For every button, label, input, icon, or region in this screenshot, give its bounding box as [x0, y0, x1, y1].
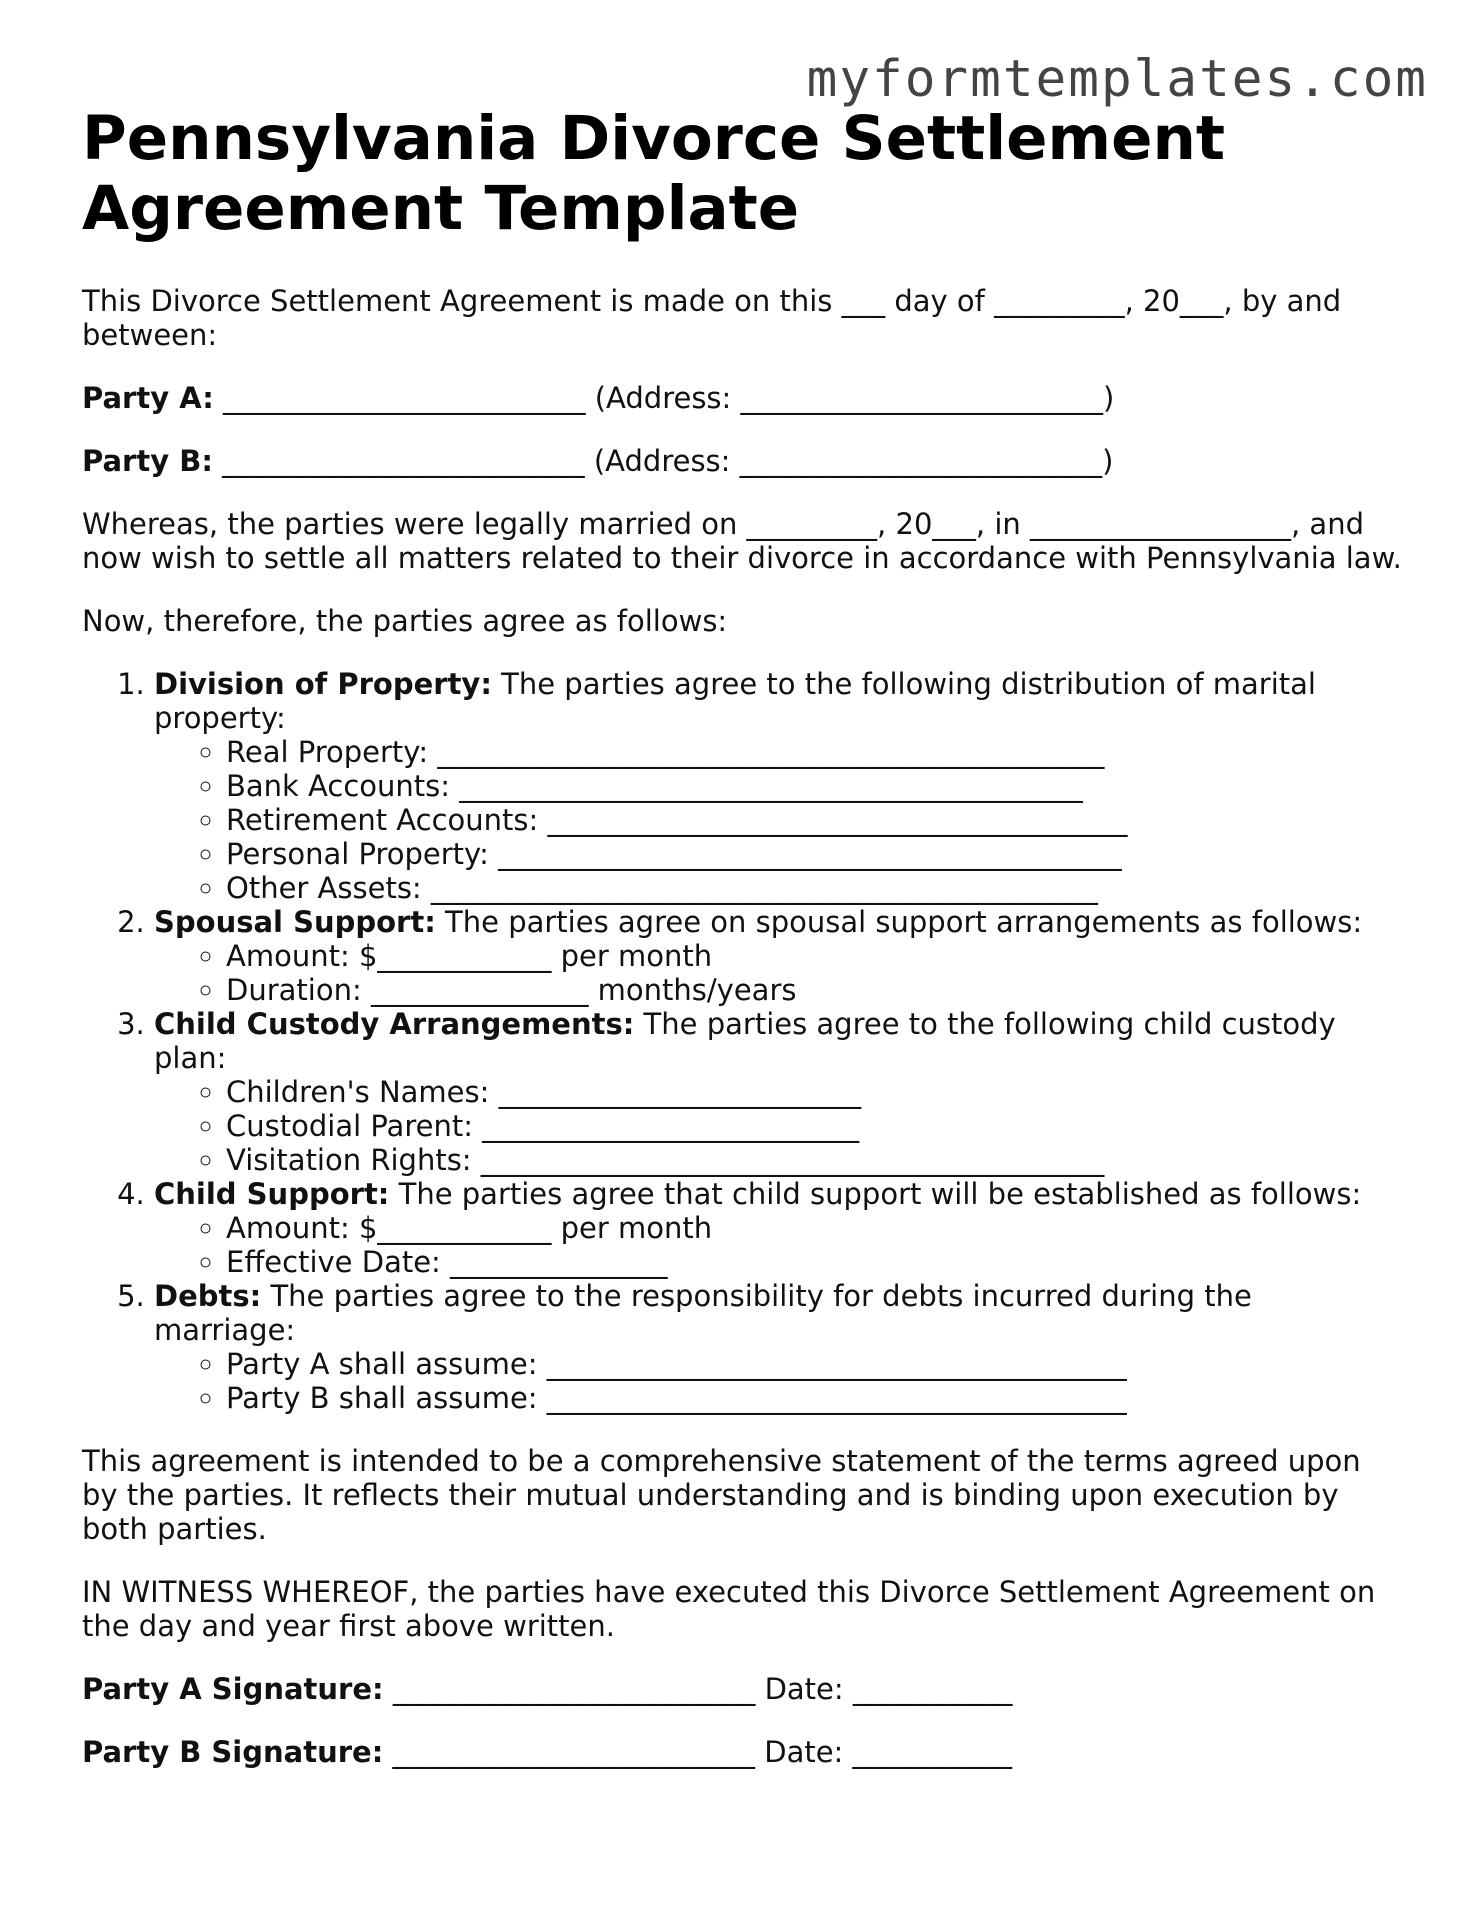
list-item: ◦ Party B shall assume: ________________________________________ — [226, 1381, 1402, 1415]
term-items — [154, 735, 1402, 905]
term-heading: Child Support: — [154, 1177, 390, 1211]
term-text: The parties agree on spousal support arrangements as follows: — [435, 905, 1363, 939]
closing-paragraph: This agreement is intended to be a comprehensive statement of the terms agreed upon by the parties. It reflects their mutual understanding and is binding upon execution by both parties. — [82, 1444, 1361, 1546]
term-text: The parties agree that child support will be established as follows: — [389, 1177, 1362, 1211]
term-items — [154, 1211, 1402, 1279]
intro-paragraph: This Divorce Settlement Agreement is made on this ___ day of _________, 20___, by and between: — [82, 284, 1342, 352]
list-item: ◦ Visitation Rights: ___________________________________________ — [226, 1143, 1402, 1177]
term-items — [154, 1347, 1402, 1415]
term-heading: Child Custody Arrangements: — [154, 1007, 635, 1041]
term-child-support — [154, 1177, 1402, 1279]
now-therefore-paragraph: Now, therefore, the parties agree as follows: — [82, 604, 728, 638]
list-item: ◦ Children's Names: _________________________ — [226, 1075, 1402, 1109]
term-text: The parties agree to the following child custody plan: — [154, 1007, 1336, 1075]
page-title: Pennsylvania Divorce Settlement Agreement Template — [82, 103, 1226, 244]
term-items — [154, 939, 1402, 1007]
list-item: ◦ Real Property: ______________________________________________ — [226, 735, 1402, 769]
list-item: ◦ Other Assets: ______________________________________________ — [226, 871, 1402, 905]
party-a-signature-line — [82, 1672, 1402, 1706]
list-item: ◦ Amount: $____________ per month — [226, 939, 1402, 973]
terms-list — [82, 667, 1402, 1415]
party-b-fields: _________________________ (Address: _________________________) — [212, 444, 1114, 478]
party-b-signature-line — [82, 1735, 1402, 1769]
term-text: The parties agree to the following distribution of marital property: — [154, 667, 1316, 735]
term-heading: Debts: — [154, 1279, 262, 1313]
party-b-signature-fields: _________________________ Date: ___________ — [383, 1735, 1013, 1769]
witness-paragraph: IN WITNESS WHEREOF, the parties have executed this Divorce Settlement Agreement on the day and year first above written. — [82, 1575, 1376, 1643]
list-item: ◦ Duration: _______________ months/years — [226, 973, 1402, 1007]
term-child-custody — [154, 1007, 1402, 1177]
term-division-of-property — [154, 667, 1402, 905]
list-item: ◦ Effective Date: _______________ — [226, 1245, 1402, 1279]
list-item: ◦ Custodial Parent: __________________________ — [226, 1109, 1402, 1143]
list-item: ◦ Bank Accounts: ___________________________________________ — [226, 769, 1402, 803]
party-b-signature-label: Party B Signature: — [82, 1735, 384, 1769]
term-items — [154, 1075, 1402, 1177]
list-item: ◦ Personal Property: ___________________________________________ — [226, 837, 1402, 871]
whereas-paragraph: Whereas, the parties were legally married on _________, 20___, in __________________, and now wish to settle all matters related to their divorce in accordance with Pennsylvania law. — [82, 507, 1402, 575]
term-heading: Spousal Support: — [154, 905, 436, 939]
party-a-signature-fields: _________________________ Date: ___________ — [383, 1672, 1013, 1706]
term-spousal-support — [154, 905, 1402, 1007]
party-a-line — [82, 381, 1402, 415]
list-item: ◦ Party A shall assume: ________________________________________ — [226, 1347, 1402, 1381]
party-a-fields: _________________________ (Address: _________________________) — [213, 381, 1115, 415]
list-item: ◦ Retirement Accounts: ________________________________________ — [226, 803, 1402, 837]
party-a-label: Party A: — [82, 381, 214, 415]
term-heading: Division of Property: — [154, 667, 492, 701]
party-b-label: Party B: — [82, 444, 213, 478]
watermark: myformtemplates.com — [806, 50, 1428, 109]
party-a-signature-label: Party A Signature: — [82, 1672, 384, 1706]
list-item: ◦ Amount: $____________ per month — [226, 1211, 1402, 1245]
term-debts — [154, 1279, 1402, 1415]
term-text: The parties agree to the responsibility for debts incurred during the marriage: — [154, 1279, 1252, 1347]
party-b-line — [82, 444, 1402, 478]
document-body — [82, 104, 1402, 1798]
